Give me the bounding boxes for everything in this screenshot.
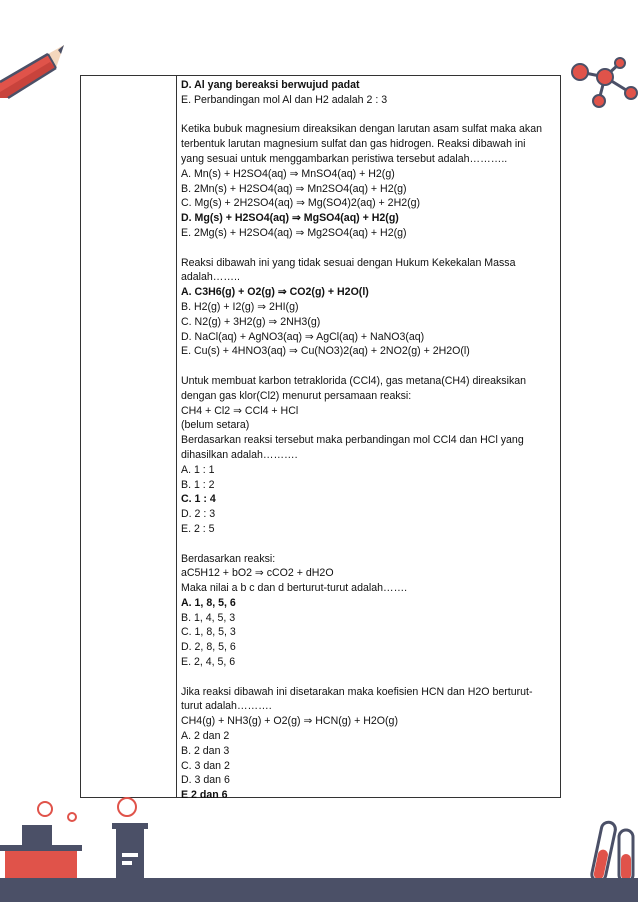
question-content [181, 78, 556, 803]
question-line: Maka nilai a b c dan d berturut-turut adalah……. [181, 582, 408, 595]
paragraph-gap [181, 537, 556, 552]
answer-key-line: A. 1, 8, 5, 6 [181, 596, 236, 609]
question-line: D. 2, 8, 5, 6 [181, 641, 236, 654]
question-line: Berdasarkan reaksi: [181, 552, 276, 565]
document-table [80, 75, 561, 802]
question-line: B. H2(g) + I2(g) ⇒ 2HI(g) [181, 300, 299, 313]
question-line: D. NaCl(aq) + AgNO3(aq) ⇒ AgCl(aq) + NaNO3(aq) [181, 330, 425, 343]
question-line: CH4(g) + NH3(g) + O2(g) ⇒ HCN(g) + H2O(g) [181, 715, 398, 728]
question-line: B. 2 dan 3 [181, 744, 230, 757]
question-line: E. Perbandingan mol Al dan H2 adalah 2 : 3 [181, 93, 388, 106]
paragraph-gap [181, 670, 556, 685]
question-line: C. 3 dan 2 [181, 759, 230, 772]
question-line: B. 1 : 2 [181, 478, 215, 491]
question-line: D. 3 dan 6 [181, 774, 230, 787]
question-line: Ketika bubuk magnesium direaksikan dengan larutan asam sulfat maka akan [181, 123, 542, 136]
question-line: dihasilkan adalah………. [181, 448, 298, 461]
answer-key-line: D. Al yang bereaksi berwujud padat [181, 79, 360, 91]
answer-key-line: E 2 dan 6 [181, 789, 228, 802]
question-line: Jika reaksi dibawah ini disetarakan maka koefisien HCN dan H2O berturut- [181, 685, 533, 698]
answer-key-line: C. 1 : 4 [181, 493, 216, 506]
paragraph-gap [181, 108, 556, 123]
footer-band [0, 878, 638, 902]
question-line: dengan gas klor(Cl2) menurut persamaan reaksi: [181, 389, 412, 402]
pencil-icon [0, 40, 75, 110]
question-line: A. Mn(s) + H2SO4(aq) ⇒ MnSO4(aq) + H2(g) [181, 167, 395, 180]
question-line: C. 1, 8, 5, 3 [181, 626, 236, 639]
question-line: Untuk membuat karbon tetraklorida (CCl4), gas metana(CH4) direaksikan [181, 374, 527, 387]
question-line: adalah…….. [181, 271, 240, 284]
question-line: C. N2(g) + 3H2(g) ⇒ 2NH3(g) [181, 315, 321, 328]
lab-glassware-icon [0, 795, 160, 885]
question-line: terbentuk larutan magnesium sulfat dan gas hidrogen. Reaksi dibawah ini [181, 138, 526, 151]
molecule-icon [565, 55, 638, 115]
answer-key-line: D. Mg(s) + H2SO4(aq) ⇒ MgSO4(aq) + H2(g) [181, 212, 399, 225]
question-line: D. 2 : 3 [181, 508, 216, 521]
question-line: B. 1, 4, 5, 3 [181, 611, 236, 624]
question-line: E. Cu(s) + 4HNO3(aq) ⇒ Cu(NO3)2(aq) + 2NO2(g) + 2H2O(l) [181, 345, 470, 358]
question-line: A. 2 dan 2 [181, 730, 230, 743]
question-line: aC5H12 + bO2 ⇒ cCO2 + dH2O [181, 567, 334, 580]
question-line: C. Mg(s) + 2H2SO4(aq) ⇒ Mg(SO4)2(aq) + 2H2(g) [181, 197, 421, 210]
table-left-column [81, 76, 177, 797]
question-line: E. 2Mg(s) + H2SO4(aq) ⇒ Mg2SO4(aq) + H2(g) [181, 226, 407, 239]
question-line: turut adalah………. [181, 700, 272, 713]
question-line: E. 2, 4, 5, 6 [181, 656, 236, 669]
question-line: (belum setara) [181, 419, 250, 432]
answer-key-line: A. C3H6(g) + O2(g) ⇒ CO2(g) + H2O(l) [181, 286, 369, 299]
question-line: CH4 + Cl2 ⇒ CCl4 + HCl [181, 404, 299, 417]
question-line: A. 1 : 1 [181, 463, 215, 476]
question-line: E. 2 : 5 [181, 522, 215, 535]
question-line: yang sesuai untuk menggambarkan peristiwa tersebut adalah……….. [181, 152, 508, 165]
question-line: B. 2Mn(s) + H2SO4(aq) ⇒ Mn2SO4(aq) + H2(g) [181, 182, 407, 195]
question-line: Berdasarkan reaksi tersebut maka perbandingan mol CCl4 dan HCl yang [181, 434, 524, 447]
test-tubes-icon [585, 820, 638, 885]
question-line: Reaksi dibawah ini yang tidak sesuai dengan Hukum Kekekalan Massa [181, 256, 516, 269]
paragraph-gap [181, 359, 556, 374]
paragraph-gap [181, 241, 556, 256]
